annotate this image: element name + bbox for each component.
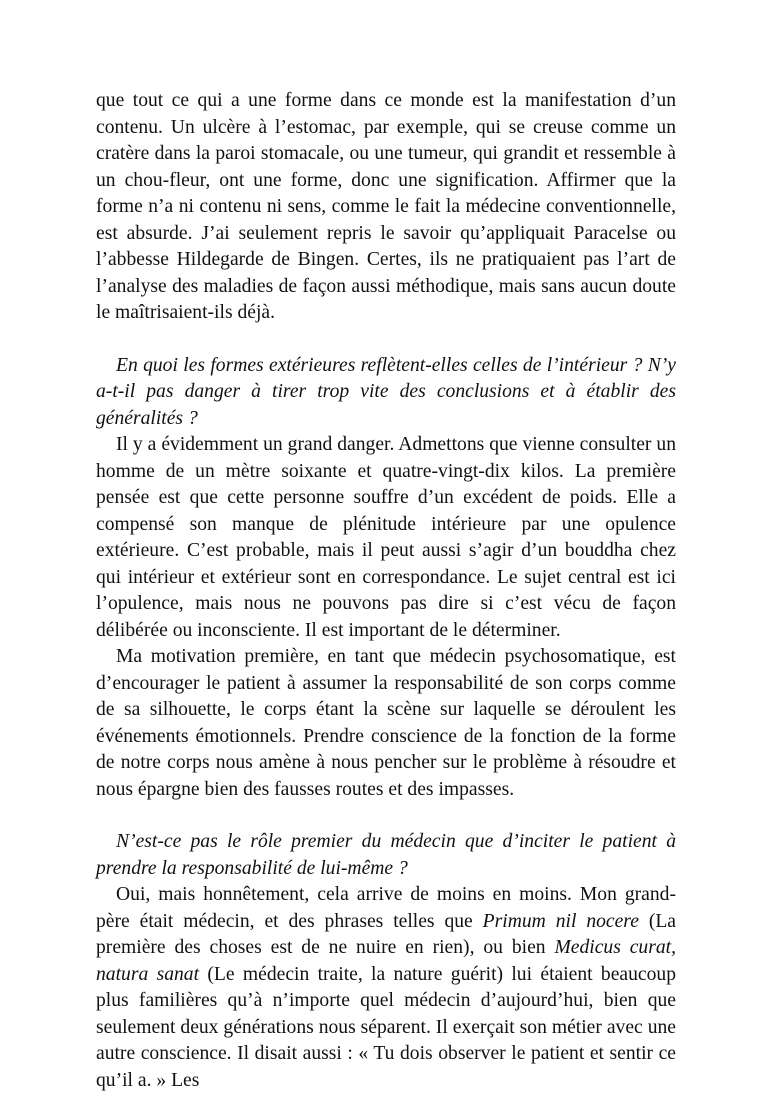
page-body	[96, 88, 676, 1094]
interview-question-2: N’est-ce pas le rôle premier du médecin que d’inciter le patient à prendre la responsabilité de lui-même ?	[96, 831, 676, 879]
answer-paragraph-2: Ma motivation première, en tant que médecin psychosomatique, est d’encourager le patient à assumer la responsabilité de son corps comme de sa silhouette, le corps étant la scène sur laquelle se déroulent les événements émotionnels. Prendre conscience de la fonction de la forme de notre corps nous amène à nous pencher sur le problème à résoudre et nous épargne bien des fausses routes et des impasses.	[96, 646, 676, 800]
interview-question-1: En quoi les formes extérieures reflètent-elles celles de l’intérieur ? N’y a-t-il pas danger à tirer trop vite des conclusions et à établir des généralités ?	[96, 354, 676, 429]
answer-paragraph-3	[96, 882, 676, 1094]
paragraph-continuation: que tout ce qui a une forme dans ce monde est la manifestation d’un contenu. Un ulcère à l’estomac, par exemple, qui se creuse comme un cratère dans la paroi stomacale, ou une tumeur, qui grandit et ressemble à un chou-fleur, ont une forme, donc une signification. Affirmer que la forme n’a ni contenu ni sens, comme le fait la médecine conventionnelle, est absurde. J’ai seulement repris le savoir qu’appliquait Paracelse ou l’abbesse Hildegarde de Bingen. Certes, ils ne pratiquaient pas l’art de l’analyse des maladies de façon aussi méthodique, mais sans aucun doute le maîtrisaient-ils déjà.	[96, 90, 676, 323]
answer-text-segment: (La première des choses est de ne nuire en rien), ou bien	[96, 910, 677, 958]
latin-phrase: Medicus curat, natura sanat	[96, 937, 676, 985]
answer-paragraph-1: Il y a évidemment un grand danger. Admettons que vienne consulter un homme de un mètre soixante et quatre-vingt-dix kilos. La première pensée est que cette personne souffre d’un excédent de poids. Elle a compensé son manque de plénitude intérieure par une opulence extérieure. C’est probable, mais il peut aussi s’agir d’un bouddha chez qui intérieur et extérieur sont en correspondance. Le sujet central est ici l’opulence, mais nous ne pouvons pas dire si c’est vécu de façon délibérée ou inconsciente. Il est important de le déterminer.	[96, 434, 676, 641]
answer-text-segment: Oui, mais honnêtement, cela arrive de moins en moins. Mon grand-père était médecin, et des phrases telles que	[96, 884, 676, 932]
answer-text-segment: (Le médecin traite, la nature guérit) lui étaient beaucoup plus familières qu’à n’importe quel médecin d’aujourd’hui, bien que seulement deux générations nous séparent. Il exerçait son métier avec une autre conscience. Il disait aussi : « Tu dois observer le patient et sentir ce qu’il a. » Les	[96, 963, 676, 1091]
latin-phrase: Primum nil nocere	[482, 910, 639, 932]
